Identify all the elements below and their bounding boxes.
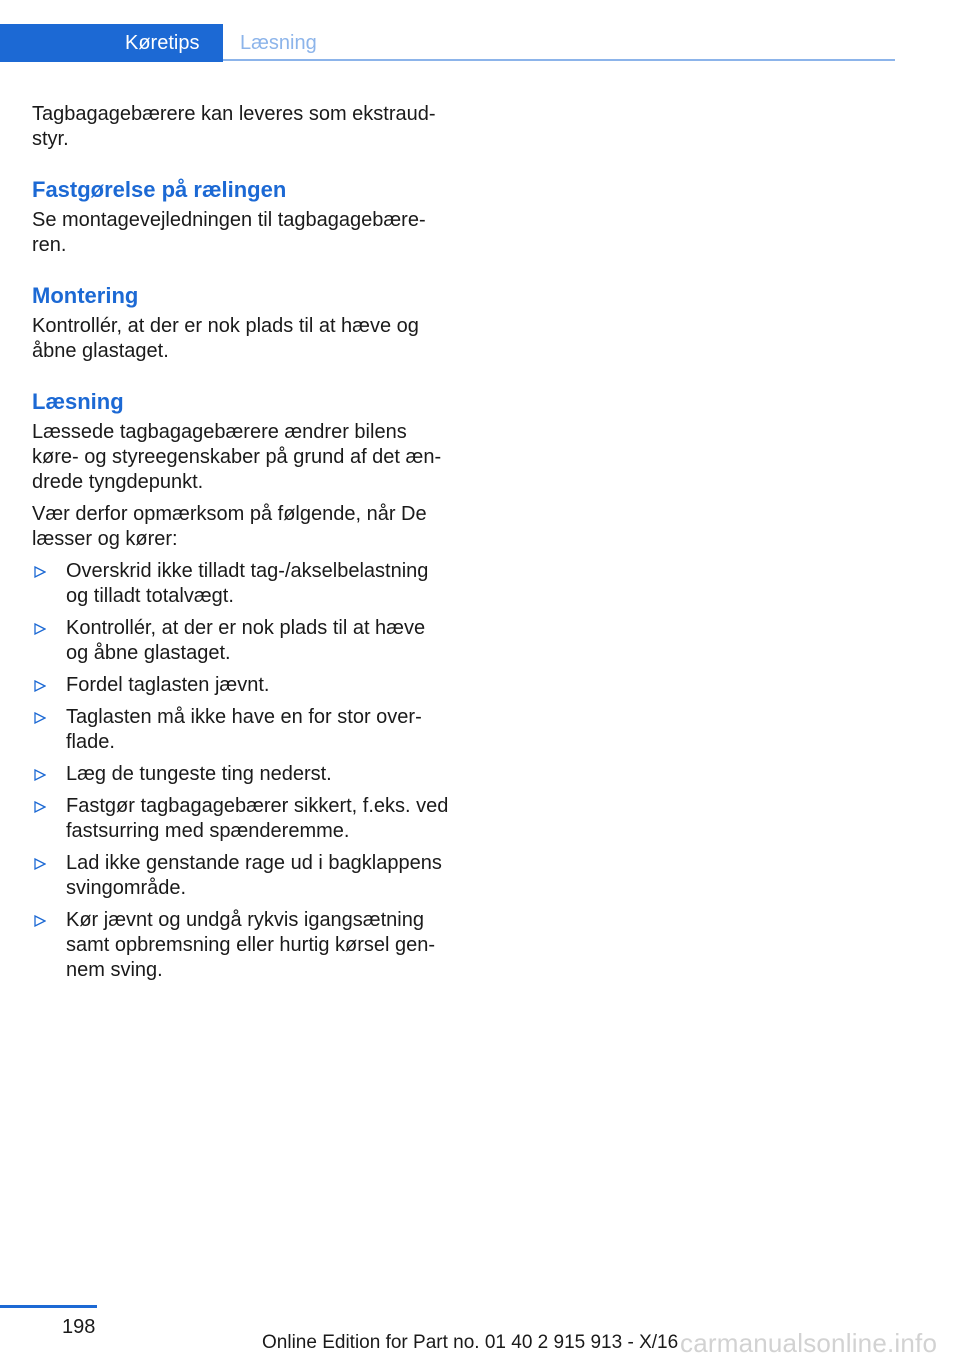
triangle-bullet-icon [34,623,46,635]
triangle-bullet-icon [34,915,46,927]
triangle-bullet-icon [34,566,46,578]
list-item [32,908,452,983]
section-text-laesning: Læssede tagbagagebærere ændrer bilens køre- og styreegenskaber på grund af det æn‐drede tyngdepunkt. [32,421,442,493]
list-item [32,559,452,609]
triangle-bullet-icon [34,858,46,870]
list-item-text: Taglasten må ikke have en for stor over‐flade. [66,706,422,753]
edition-note: Online Edition for Part no. 01 40 2 915 913 - X/16 [262,1332,679,1353]
list-item [32,762,452,787]
section-heading-laesning: Læsning [32,389,124,414]
list-item [32,673,452,698]
list-item-text: Kontrollér, at der er nok plads til at hæve og åbne glastaget. [66,617,426,664]
section-text-fastgoerelse: Se montagevejledningen til tagbagagebære‐ren. [32,209,426,256]
list-item [32,616,452,666]
section-text-montering: Kontrollér, at der er nok plads til at hæve og åbne glastaget. [32,315,419,362]
triangle-bullet-icon [34,801,46,813]
page-header [0,24,895,62]
list-item-text: Fordel taglasten jævnt. [66,674,270,696]
list-item-text: Lad ikke genstande rage ud i bagklappens svingområde. [66,852,442,899]
watermark: carmanualsonline.info [680,1328,938,1358]
bullet-list [32,559,452,983]
page-number: 198 [62,1316,96,1338]
section-heading-fastgoerelse: Fastgørelse på rælingen [32,177,287,202]
triangle-bullet-icon [34,712,46,724]
section-text-laesning-2: Vær derfor opmærksom på følgende, når De læsser og kører: [32,503,427,550]
triangle-bullet-icon [34,680,46,692]
list-item [32,794,452,844]
footer-rule [0,1305,97,1308]
section-heading-montering: Montering [32,283,139,308]
list-item [32,705,452,755]
header-tab-laesning: Læsning [240,32,317,54]
list-item-text: Fastgør tagbagagebærer sikkert, f.eks. ved fastsurring med spænderemme. [66,795,449,842]
header-tab-koeretips: Køretips [0,24,223,62]
intro-paragraph: Tagbagagebærere kan leveres som ekstraud‐styr. [32,103,436,150]
list-item [32,851,452,901]
main-content [32,102,452,990]
list-item-text: Kør jævnt og undgå rykvis igangsætning samt opbremsning eller hurtig kørsel gen‐nem sving. [66,909,436,981]
header-rule [223,59,895,61]
list-item-text: Læg de tungeste ting nederst. [66,763,332,785]
triangle-bullet-icon [34,769,46,781]
list-item-text: Overskrid ikke tilladt tag-/akselbelastning og tilladt totalvægt. [66,560,429,607]
